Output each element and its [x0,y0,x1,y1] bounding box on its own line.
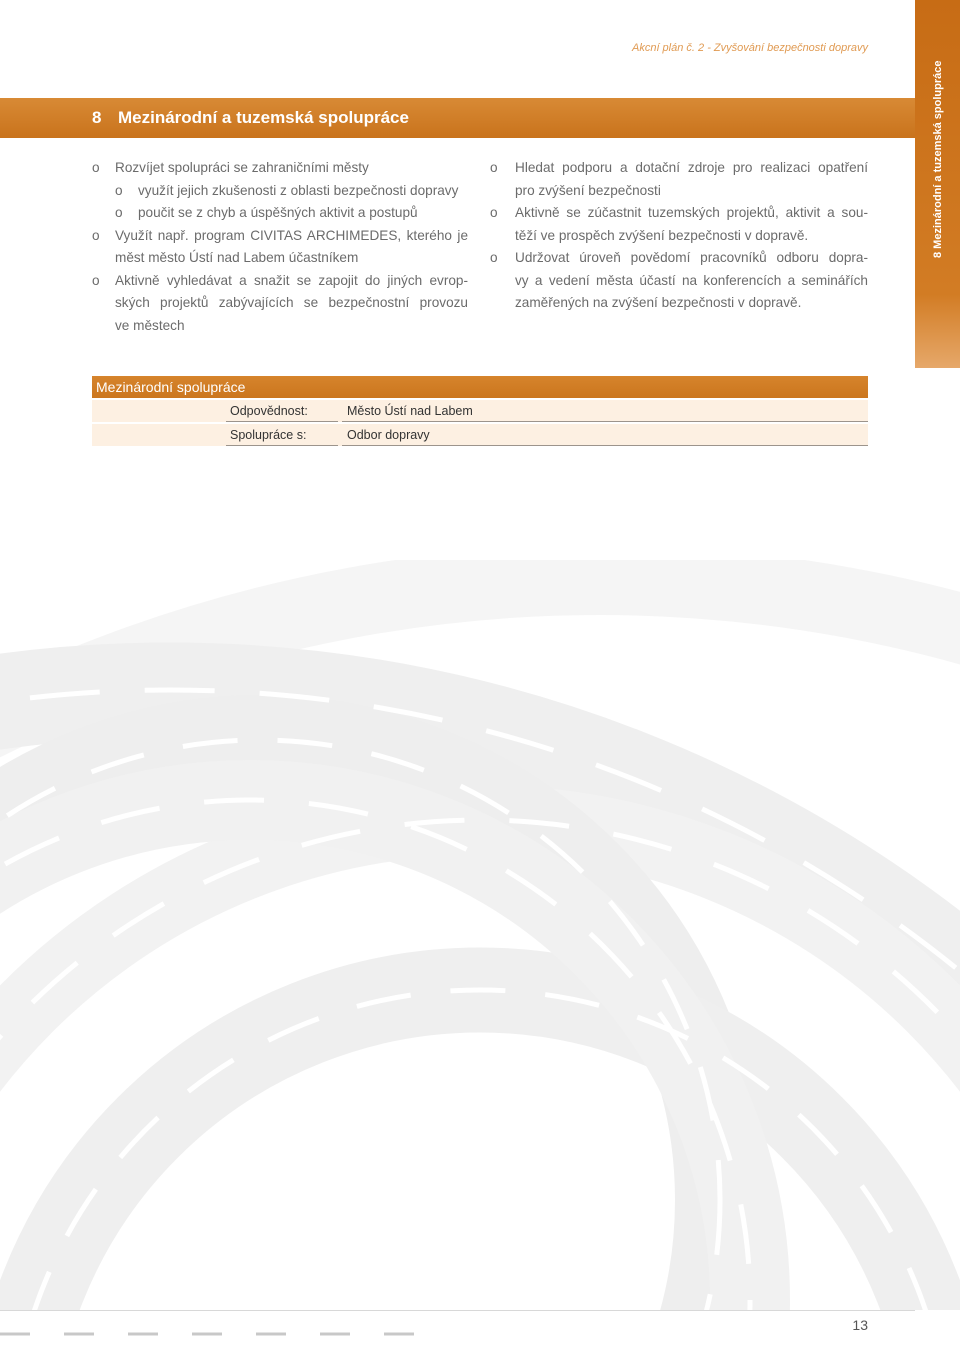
section-title-band [0,98,915,138]
section-title: Mezinárodní a tuzemská spolupráce [118,108,409,127]
cooperation-table [92,376,868,446]
table-row [92,400,868,422]
list-item-text [138,180,468,203]
list-item-text [515,247,868,315]
text-line: zaměřených na zvýšení bezpečnosti v dopravě. [515,295,802,310]
text-line: využít jejich zkušenosti z oblasti bezpečnosti dopravy [138,182,459,198]
list-item-text [515,202,868,247]
table-row [92,424,868,446]
list-item-text [138,202,468,225]
sub-list-item [92,202,468,225]
footer-rule [0,1310,915,1311]
list-item [490,157,868,202]
text-line: Rozvíjet spolupráci se zahraničními městy [115,160,369,175]
list-item [490,247,868,315]
text-line: vy a vedení města účastí na konferencích a seminářích [515,272,868,288]
bullet-marker: o [115,205,123,220]
text-line: Hledat podporu a dotační zdroje pro realizaci opatření [515,160,868,175]
list-item-text [115,270,468,338]
table-cell-label: Odpovědnost: [226,400,338,422]
text-line: poučit se z chyb a úspěšných aktivit a postupů [138,205,418,220]
text-line: Udržovat úroveň povědomí pracovníků odboru dopra- [515,250,868,265]
list-item-text [515,157,868,202]
list-item [92,270,468,338]
table-cell-value: Město Ústí nad Labem [342,400,868,422]
text-line: Využít např. program CIVITAS ARCHIMEDES, kterého je [115,227,468,243]
side-tab [915,0,960,368]
list-item [490,202,868,247]
bullet-marker: o [92,272,100,288]
side-tab-label: 8 Mezinárodní a tuzemská spolupráce [932,60,944,258]
table-cell-label: Spolupráce s: [226,424,338,446]
road-band-lower-left [10,990,950,1358]
section-number: 8 [92,108,102,127]
table-header: Mezinárodní spolupráce [92,376,868,398]
page-number: 13 [852,1317,868,1333]
text-line: Aktivně vyhledávat a snažit se zapojit do jiných evrop- [115,272,468,288]
list-item-text [115,157,468,180]
list-item [92,225,468,270]
running-title: Akcní plán č. 2 - Zvyšování bezpečnosti dopravy [631,42,868,54]
right-bullet-list [490,157,868,315]
left-bullet-list [92,157,468,337]
bullet-marker: o [490,250,498,265]
text-line: pro zvýšení bezpečnosti [515,182,661,198]
text-line: těží ve prospěch zvýšení bezpečnosti v dopravě. [515,227,809,243]
list-item-text [115,225,468,270]
sub-list-item [92,180,468,203]
table-cell-value: Odbor dopravy [342,424,868,446]
bullet-marker: o [115,182,123,198]
text-line: ve městech [115,317,185,333]
text-line: Aktivně se zúčastnit tuzemských projektů, aktivit a sou- [515,205,868,220]
bullet-marker: o [92,227,100,243]
list-item [92,157,468,180]
text-line: měst město Ústí nad Labem účastníkem [115,250,359,265]
bullet-marker: o [490,205,498,220]
text-line: ských projektů zabývajících se bezpečnostní provozu [115,295,468,310]
bullet-marker: o [92,160,100,175]
bullet-marker: o [490,160,498,175]
